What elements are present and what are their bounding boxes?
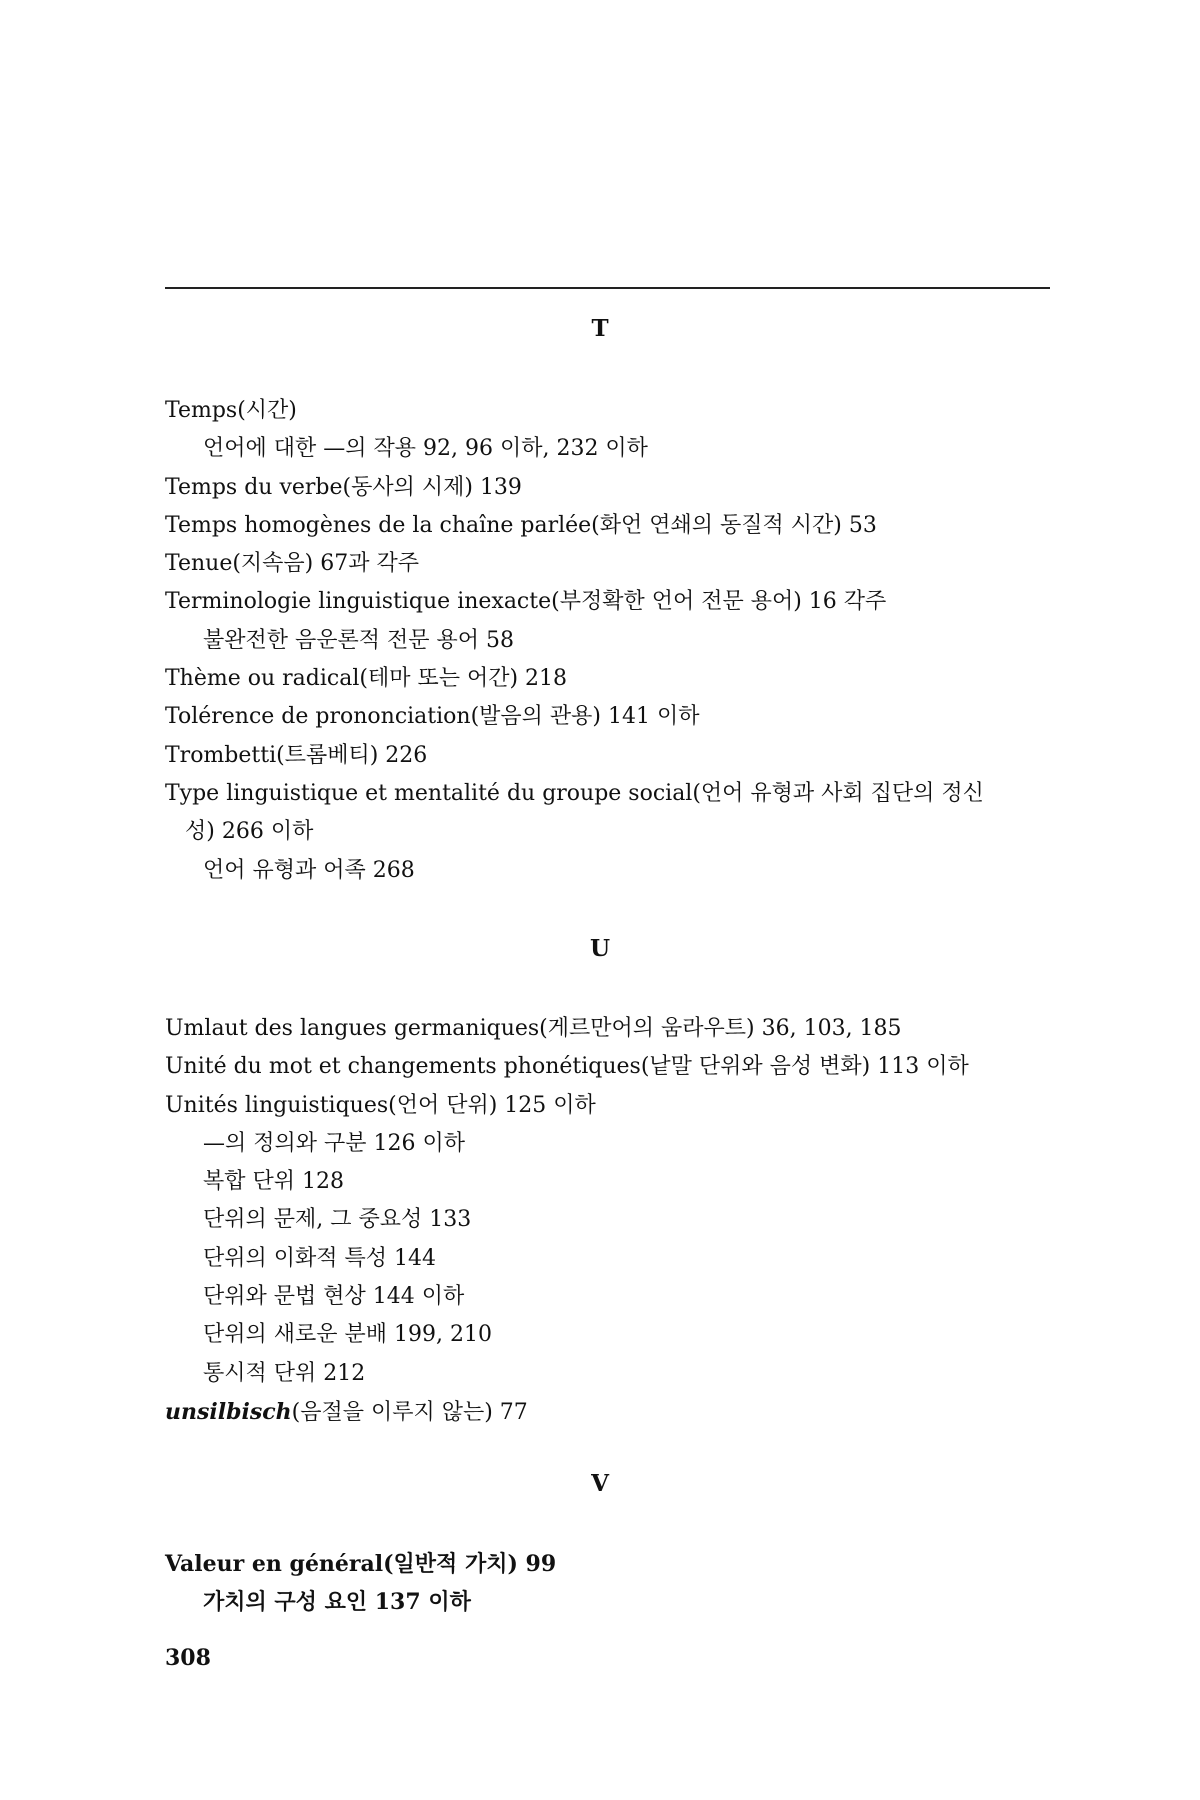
index-entry-continuation: 성) 266 이하 (185, 819, 314, 845)
index-subentry: 불완전한 음운론적 전문 용어 58 (203, 627, 514, 653)
index-entry: Tenue(지속음) 67과 각주 (165, 551, 420, 577)
index-entry: Tolérence de prononciation(발음의 관용) 141 이하 (165, 704, 700, 730)
index-entry: Umlaut des langues germaniques(게르만어의 움라우트) 36, 103, 185 (165, 1016, 902, 1041)
index-section-u (165, 1010, 1065, 1431)
index-entry-gloss: (음절을 이루지 않는) 77 (291, 1399, 528, 1425)
index-entry (165, 1393, 1065, 1431)
index-subentry: 언어 유형과 어족 268 (203, 857, 415, 883)
index-section-v (165, 1545, 1065, 1622)
index-subentry: 언어에 대한 —의 작용 92, 96 이하, 232 이하 (203, 436, 648, 462)
index-entry: Type linguistique et mentalité du groupe social(언어 유형과 사회 집단의 정신 (165, 780, 984, 806)
index-subentry: 단위의 새로운 분배 199, 210 (203, 1322, 492, 1348)
index-entry: Temps(시간) (165, 398, 297, 423)
page-number: 308 (165, 1645, 211, 1671)
section-letter-u: U (589, 935, 611, 962)
index-entry: Temps homogènes de la chaîne parlée(화언 연쇄의 동질적 시간) 53 (165, 512, 877, 538)
index-subentry: 단위의 이화적 특성 144 (203, 1245, 436, 1271)
header-rule (165, 287, 1050, 289)
index-subentry: 단위의 문제, 그 중요성 133 (203, 1207, 472, 1233)
index-entry: Valeur en général(일반적 가치) 99 (165, 1551, 557, 1577)
section-letter-v: V (591, 1470, 609, 1497)
index-entry: Terminologie linguistique inexacte(부정확한 언어 전문 용어) 16 각주 (165, 589, 887, 615)
index-subentry: 통시적 단위 212 (203, 1360, 366, 1386)
index-entry: Thème ou radical(테마 또는 어간) 218 (165, 666, 568, 692)
section-letter-t: T (591, 315, 609, 342)
index-entry: Trombetti(트롬베티) 226 (165, 742, 428, 768)
index-subentry: 단위와 문법 현상 144 이하 (203, 1284, 465, 1310)
index-section-t (165, 392, 1065, 890)
index-subentry: 가치의 구성 요인 137 이하 (203, 1589, 471, 1616)
index-subentry: 복합 단위 128 (203, 1169, 344, 1195)
index-entry-term: unsilbisch (165, 1398, 292, 1425)
index-subentry: —의 정의와 구분 126 이하 (203, 1130, 465, 1156)
index-entry: Unité du mot et changements phonétiques(낱말 단위와 음성 변화) 113 이하 (165, 1054, 969, 1080)
index-entry: Temps du verbe(동사의 시제) 139 (165, 474, 522, 500)
index-entry: Unités linguistiques(언어 단위) 125 이하 (165, 1092, 596, 1118)
